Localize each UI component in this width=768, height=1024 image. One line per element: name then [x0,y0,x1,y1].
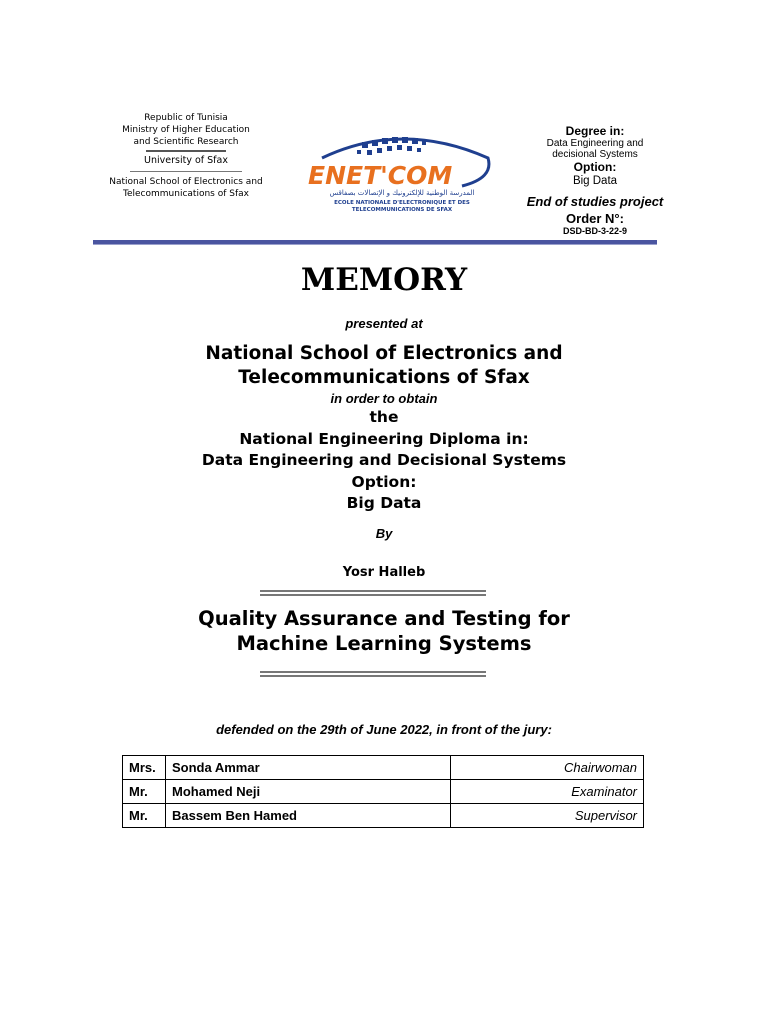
defense-statement: defended on the 29th of June 2022, in front of the jury: [216,722,552,737]
degree-line-1: Data Engineering and [546,138,644,149]
project-label: End of studies project [526,194,664,209]
institution-block [100,112,272,200]
table-row [123,756,644,780]
presented-at: presented at [345,316,423,331]
document-type: MEMORY [300,262,468,298]
double-rule-top [260,590,486,596]
thesis-title-line-2: Machine Learning Systems [236,632,532,655]
header-divider [93,240,657,245]
option-value: Big Data [346,494,422,512]
research-line: and Scientific Research [133,137,239,147]
school-line-1: National School of Electronics and [109,177,263,187]
logo-french-2: TELECOMMUNICATIONS DE SFAX [351,207,453,213]
jury-name: Mohamed Neji [166,780,451,804]
in-order-to-obtain: in order to obtain [330,391,438,406]
table-row [123,804,644,828]
thesis-title [0,606,768,656]
jury-table [122,755,644,828]
jury-role: Chairwoman [451,756,644,780]
logo-arabic: المدرسة الوطنية للإلكترونيك و الإتصالات بصفاقس [329,189,475,197]
field-name: Data Engineering and Decisional Systems [201,451,567,469]
jury-role: Supervisor [451,804,644,828]
option-value: Big Data [572,175,618,187]
jury-name: Sonda Ammar [166,756,451,780]
logo-graphic [302,128,494,218]
author-name: Yosr Halleb [342,565,426,580]
diploma-block [0,407,768,515]
school-line-2: Telecommunications of Sfax [123,189,249,199]
table-row [123,780,644,804]
option-label: Option: [573,160,617,174]
school-name [0,342,768,390]
logo-brand: ENET'COM [308,161,453,190]
thesis-title-line-1: Quality Assurance and Testing for [198,607,570,630]
double-rule-bottom [260,671,486,677]
republic-line: Republic of Tunisia [144,113,228,123]
option-label: Option: [351,472,417,491]
order-label: Order N°: [566,211,624,226]
degree-block [512,124,678,237]
order-code: DSD-BD-3-22-9 [562,226,627,236]
diploma-name: National Engineering Diploma in: [239,429,529,448]
separator [146,150,226,152]
jury-role: Examinator [451,780,644,804]
school-name-line-2: Telecommunications of Sfax [238,367,530,388]
jury-title: Mrs. [123,756,166,780]
school-name-line-1: National School of Electronics and [205,343,563,364]
jury-title: Mr. [123,804,166,828]
jury-name: Bassem Ben Hamed [166,804,451,828]
by-label: By [375,526,393,541]
degree-label: Degree in: [565,124,625,138]
logo-french-1: ECOLE NATIONALE D'ELECTRONIQUE ET DES [334,200,470,206]
university-line: University of Sfax [144,155,228,166]
degree-line-2: decisional Systems [552,149,638,160]
ministry-line: Ministry of Higher Education [122,125,250,135]
separator [130,171,242,172]
enetcom-logo [302,128,494,218]
jury-title: Mr. [123,780,166,804]
the-word: the [369,408,399,426]
